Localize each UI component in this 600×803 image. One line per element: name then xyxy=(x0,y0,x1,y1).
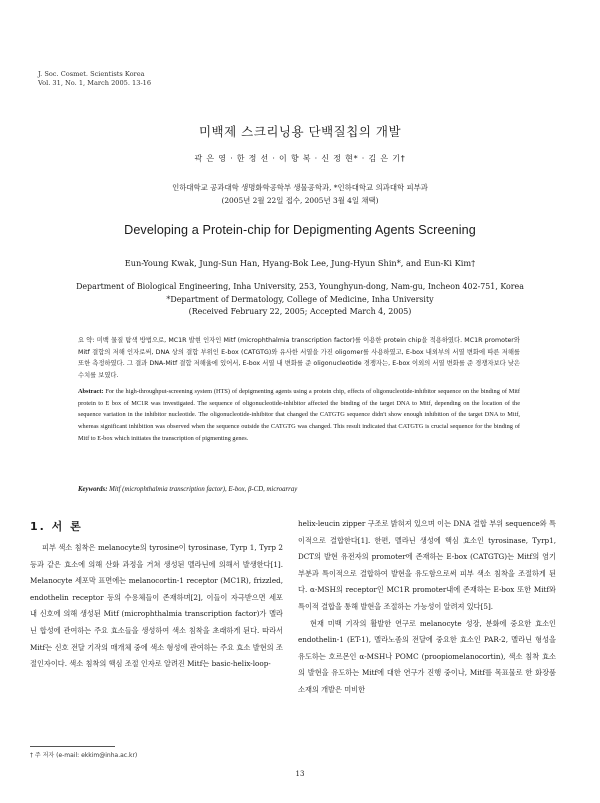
english-affiliation-block xyxy=(0,281,600,319)
english-affiliation-1: Department of Biological Engineering, Inha University, 253, Younghyun-dong, Nam-gu, Incheon 402-751, Korea xyxy=(76,282,524,291)
english-authors: Eun-Young Kwak, Jung-Sun Han, Hyang-Bok Lee, Jung-Hyun Shin*, and Eun-Ki Kim† xyxy=(124,258,476,268)
korean-abstract-text: 미백 물질 탐색 방법으로, MC1R 발현 인자인 Mitf (microphthalmia transcription factor)를 이용한 protein chip을 적용하였다. MC1R promoter와 Mitf 결합의 저해 인자로써, DNA 상의 결합 부위인 E-box (CATGTG)와 유사한 서열을 가진 oligomer를 사용하였고, E-box 내외부의 서열 변화에 따른 저해를 또한 측정하였다. 그 결과 DNA-Mitf 결합 저해율에 있어서, E-box 서열 내 변화를 준 oligonucleotide 경쟁자는, E-box 이외의 서열 변화를 준 경쟁자보다 낮은 수치를 보였다. xyxy=(78,337,520,379)
korean-abstract xyxy=(78,335,520,381)
keywords-text: Mitf (microphthalmia transcription factor), E-box, β-CD, microarray xyxy=(109,486,298,493)
journal-name: J. Soc. Cosmet. Scientists Korea xyxy=(38,70,145,78)
body-paragraph: helix-leucin zipper 구조로 밝혀져 있으며 이는 DNA 결합 부위 sequence와 특이적으로 결합한다[1]. 한편, 멜라닌 생성에 핵심 효소인 tyrosinase, Tyrp1, DCT의 발현 유전자의 promoter에 존재하는 E-box (CATGTG)는 Mitf의 염기 부분과 특이적으로 결합하여 발현을 유도함으로써 피부 색소 침착을 조절하게 된다. α-MSH의 receptor인 MC1R promoter내에 존재하는 E-box 또한 Mitf와 특이적 결합을 통해 발현을 조절하는 가능성이 알려져 있다[5]. xyxy=(298,519,556,611)
korean-title: 미백제 스크리닝용 단백질칩의 개발 xyxy=(198,124,402,139)
korean-dates: (2005년 2월 22일 접수, 2005년 3월 4일 채택) xyxy=(221,196,379,205)
english-abstract xyxy=(78,386,520,445)
korean-affiliation: 인하대학교 공과대학 생명화학공학부 생물공학과, *인하대학교 의과대학 피부과 xyxy=(172,183,428,192)
received-dates: (Received February 22, 2005; Accepted March 4, 2005) xyxy=(188,307,412,316)
body-paragraph: 현재 미백 기작의 활발한 연구로 melanocyte 성장, 분화에 중요한 효소인 endothelin-1 (ET-1), 멜라노좀의 전달에 중요한 효소인 PAR-2, 멜라닌 형성을 유도하는 호르몬인 α-MSH나 POMC (proopiomelanocortin), 색소 침착 효소의 발현을 유도하는 Mitf에 대한 연구가 진행 중이나, Mitf를 목표물로 한 화장품 소재의 개발은 미비한 xyxy=(298,618,556,694)
english-abstract-label: Abstract: xyxy=(78,388,104,395)
section-heading: 1. 서 론 xyxy=(30,520,83,533)
page-number: 13 xyxy=(295,770,305,778)
korean-affiliation-block xyxy=(0,181,600,207)
left-column xyxy=(30,540,283,673)
keywords-label: Keywords: xyxy=(78,486,108,493)
journal-header xyxy=(38,70,151,88)
english-abstract-text: For the high-throughput-screening system (HTS) of depigmenting agents using a protein chip, effects of oligonucleotide-inhibitor sequence on the binding of Mitf protein to E box of MC1R was investigated. The sequence of oligonucleotide-inhibitor affected the binding of the target DNA to Mitf, depending on the location of the sequence variation in the inhibitor nucleotide. The oligonucleotide-inhibitor that changed the CATGTG sequence didn't show enough inhibition of the target DNA to Mitf, whereas significant inhibition was observed when the sequence outside the CATGTG was changed. This result indicated that CATGTG is crucial sequence for the binding of Mitf to E-box which initiates the transcription of pigmenting genes. xyxy=(78,388,520,442)
korean-authors: 곽 은 영 · 한 정 선 · 이 향 복 · 신 정 현* · 김 은 기† xyxy=(194,154,406,163)
journal-volume: Vol. 31, No. 1, March 2005. 13-16 xyxy=(38,79,152,87)
english-title: Developing a Protein-chip for Depigmenting Agents Screening xyxy=(124,223,476,237)
footnote: † 주 저자 (e-mail: ekkim@inha.ac.kr) xyxy=(30,752,138,759)
english-affiliation-2: *Department of Dermatology, College of Medicine, Inha University xyxy=(166,294,434,304)
body-paragraph: 피부 색소 침착은 melanocyte의 tyrosine이 tyrosinase, Tyrp 1, Tyrp 2 등과 같은 효소에 의해 산화 과정을 거쳐 생성된 멜라닌에 의해서 발생한다[1]. Melanocyte 세포막 표면에는 melanocortin-1 receptor (MC1R), frizzled, endothelin receptor 등의 수용체들이 존재하며[2], 이들이 자극받으면 세포 내 신호에 의해 생성된 Mitf (microphthalmia transcription factor)가 멜라닌 합성에 관여하는 주요 효소들을 생성하여 색소 침착을 초래하게 된다. 따라서 Mitf는 신호 전달 기작의 매개체 중에 색소 형성에 관여하는 주요 효소 발현의 조절인자이다. 색소 침착의 핵심 조절 인자로 알려진 Mitf는 basic-helix-loop- xyxy=(30,543,283,669)
keywords xyxy=(78,486,520,493)
right-column xyxy=(298,516,556,699)
korean-abstract-label: 요 약: xyxy=(78,337,95,344)
footnote-divider xyxy=(30,746,115,747)
